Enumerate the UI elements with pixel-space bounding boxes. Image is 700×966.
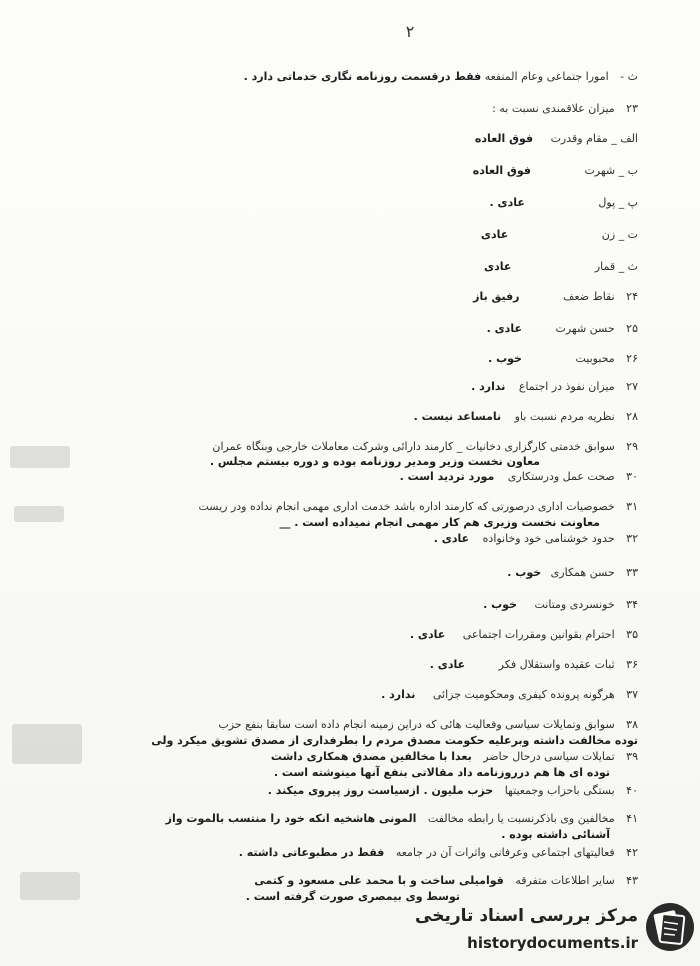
item-33-cooperation <box>507 566 638 580</box>
item-label: محبوبیت <box>575 352 615 365</box>
item-37-criminal-record <box>381 688 638 702</box>
item-number: ۴۳ <box>626 874 638 887</box>
item-value: خوب . <box>483 598 517 611</box>
item-number: ۳۷ <box>626 688 638 701</box>
item-label: احترام بقوانین ومقررات اجتماعی <box>462 628 615 641</box>
subitem-money <box>490 196 638 210</box>
scan-smudge <box>20 872 80 900</box>
item-number: ۲۸ <box>626 410 638 423</box>
page-number: ۲ <box>405 22 415 41</box>
item-23-interests <box>492 102 638 116</box>
item-number: ۲۶ <box>626 352 638 365</box>
typed-continuation-39: توده ای ها هم درروزنامه داد مقالاتی بنفع آنها مینوشته است . <box>273 766 610 779</box>
item-value: رفیق باز <box>473 290 520 303</box>
item-38-political-history <box>218 718 638 732</box>
item-number: ۲۹ <box>626 440 638 453</box>
subitem-label: ت _ زن <box>601 228 638 241</box>
item-value: عادی . <box>433 532 470 545</box>
item-25-reputation <box>487 322 638 336</box>
item-28-public-opinion <box>414 410 638 424</box>
item-se-social-affairs <box>244 70 638 84</box>
item-label: حسن شهرت <box>555 322 615 335</box>
subitem-value: عادی <box>480 228 509 241</box>
item-label: هرگونه پرونده کیفری ومحکومیت جزائی <box>432 688 615 701</box>
subitem-label: پ _ پول <box>598 196 638 209</box>
archive-watermark-logo <box>415 896 696 962</box>
item-39-current-politics <box>271 750 638 764</box>
item-value: عادی . <box>409 628 446 641</box>
scan-smudge <box>14 506 64 522</box>
item-value: خوب . <box>488 352 522 365</box>
item-value: بعدا با مخالفین مصدق همکاری داشت <box>270 750 472 763</box>
item-42-social-activities <box>239 846 638 860</box>
item-number: ۲۳ <box>626 102 638 115</box>
item-label: سوابق خدمتی کارگزاری دخانیات _ کارمند دارائی وشرکت معاملات خارجی وبنگاه عمران <box>212 440 615 453</box>
item-number: ۳۶ <box>626 658 638 671</box>
subitem-value: عادی <box>483 260 512 273</box>
item-number: ۳۱ <box>626 500 638 513</box>
item-number: ۳۹ <box>626 750 638 763</box>
item-value: ندارد . <box>471 380 506 393</box>
item-number: ۴۲ <box>626 846 638 859</box>
scan-smudge <box>10 446 70 468</box>
item-value: فقط در مطبوعاتی داشته . <box>238 846 385 859</box>
item-label: امورا جتماعی وعام المنفعه <box>484 70 609 83</box>
typed-continuation-43: توسط وی بیمصری صورت گرفته است . <box>245 890 460 903</box>
typed-continuation-29: معاون نخست وزیر ومدیر روزنامه بوده و دوره بیستم مجلس . <box>209 455 540 468</box>
subitem-label: الف _ مقام وقدرت <box>550 132 638 145</box>
item-label: ثبات عقیده واستقلال فکر <box>498 658 615 671</box>
item-label: خصوصیات اداری درصورتی که کارمند اداره باشد خدمت اداری مهمی انجام نداده ودر ریست <box>198 500 615 513</box>
item-number: ۲۷ <box>626 380 638 393</box>
item-number: ۳۲ <box>626 532 638 545</box>
item-number: ۳۸ <box>626 718 638 731</box>
item-41-opponents <box>166 812 638 826</box>
typed-continuation-41: آشنائی داشته بوده . <box>501 828 610 841</box>
scan-smudge <box>12 724 82 764</box>
item-value: خوب . <box>507 566 542 579</box>
item-43-misc-info <box>254 874 638 888</box>
item-value: مورد تردید است . <box>399 470 495 483</box>
item-40-party-affiliation <box>268 784 638 798</box>
subitem-label: ب _ شهرت <box>584 164 638 177</box>
item-label: سوابق وتمایلات سیاسی وفعالیت هائی که دراین زمینه انجام داده است سابقا بنفع حزب <box>218 718 615 731</box>
subitem-gambling <box>484 260 638 274</box>
item-value: ندارد . <box>381 688 416 701</box>
item-34-composure <box>483 598 638 612</box>
item-number: ۴۱ <box>626 812 638 825</box>
item-value: عادی . <box>486 322 522 335</box>
item-label: مخالفین وی باذکرنسبت یا رابطه مخالفت <box>427 812 615 825</box>
item-label: نقاط ضعف <box>562 290 615 303</box>
subitem-women <box>481 228 638 242</box>
item-36-independence <box>430 658 638 672</box>
item-label: نظریه مردم نسبت باو <box>514 410 615 423</box>
item-30-integrity <box>400 470 638 484</box>
item-31-administrative <box>198 500 638 514</box>
item-24-weaknesses <box>473 290 638 304</box>
item-27-influence <box>471 380 638 394</box>
logo-url: historydocuments.ir <box>467 934 638 952</box>
item-number: ۳۴ <box>626 598 638 611</box>
item-value: عادی . <box>429 658 466 671</box>
item-label: خونسردی ومتانت <box>534 598 615 611</box>
subitem-position-power <box>475 132 638 146</box>
item-26-popularity <box>488 352 638 366</box>
subitem-value: فوق العاده <box>474 132 534 145</box>
logo-title: مرکز بررسی اسناد تاریخی <box>415 906 638 926</box>
typed-continuation-31: معاونت نخست وزیری هم کار مهمی انجام نمیداده است . __ <box>279 516 600 529</box>
item-number: ۳۵ <box>626 628 638 641</box>
item-35-respect-law <box>410 628 638 642</box>
item-label: حسن همکاری <box>550 566 615 579</box>
item-number: ۴۰ <box>626 784 638 797</box>
item-number: ث - <box>620 70 638 83</box>
subitem-fame <box>473 164 638 178</box>
subitem-value: فوق العاده <box>472 164 531 177</box>
item-number: ۳۳ <box>626 566 638 579</box>
item-value: قوامیلی ساخت و با محمد علی مسعود و کتمی <box>254 874 504 887</box>
item-label: تمایلات سیاسی درحال حاضر <box>483 750 615 763</box>
item-label: حدود خوشنامی خود وخانواده <box>482 532 615 545</box>
item-label: سایر اطلاعات متفرقه <box>515 874 615 887</box>
item-number: ۳۰ <box>626 470 638 483</box>
item-value: فقط درقسمت روزنامه نگاری خدماتی دارد . <box>243 70 482 83</box>
typed-continuation-38: توده مخالفت داشته وبرعلیه حکومت مصدق مردم را بطرفداری از مصدق تشویق میکرد ولی <box>151 734 638 747</box>
item-number: ۲۴ <box>626 290 638 303</box>
item-label: میزان نفوذ در اجتماع <box>518 380 615 393</box>
item-label: بستگی باحزاب وجمعیتها <box>504 784 615 797</box>
document-stack-icon <box>644 898 696 956</box>
item-value: حزب ملیون . ازسیاست روز پیروی میکند . <box>267 784 494 797</box>
item-32-family-reputation <box>434 532 638 546</box>
item-label: صحت عمل ودرستکاری <box>507 470 615 483</box>
item-label: میزان علاقمندی نسبت به : <box>492 102 615 115</box>
item-29-service-record <box>212 440 638 454</box>
subitem-label: ث _ قمار <box>594 260 638 273</box>
item-value: المونی هاشخیه انکه خود را منتسب بالموت واز <box>165 812 417 825</box>
item-value: نامساعد نیست . <box>413 410 502 423</box>
item-label: فعالیتهای اجتماعی وعرفانی واثرات آن در جامعه <box>395 846 615 859</box>
item-number: ۲۵ <box>626 322 638 335</box>
subitem-value: عادی . <box>489 196 525 209</box>
